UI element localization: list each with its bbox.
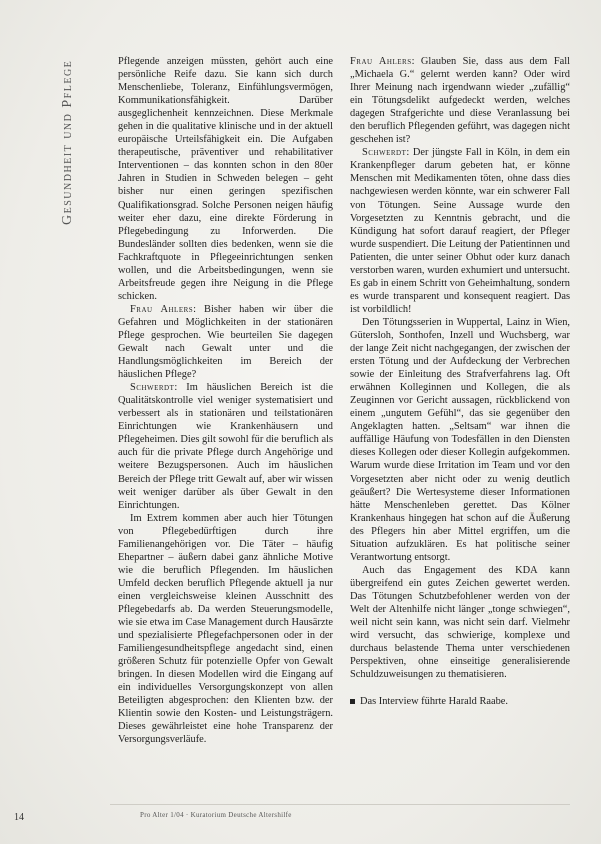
speaker-name: Frau Ahlers xyxy=(350,56,412,67)
paragraph: Frau Ahlers: Glauben Sie, dass aus dem Fall „Michaela G.“ gelernt werden kann? Oder wird Ihrer Meinung nach irgendwann wieder „zufällig“ ein Tötungsdelikt aufgedeckt werden, welches dagegen Strafgerichte und diese Veranlassung bei den beruflich Pflegenden geführt, was dagegen nicht geschehen ist? xyxy=(350,56,570,146)
speaker-name: Schwerdt xyxy=(130,382,175,394)
interview-byline: Das Interview führte Harald Raabe. xyxy=(350,695,570,708)
paragraph: Auch das Engagement des KDA kann übergreifend ein gutes Zeichen gewertet werden. Das Tötungen Schutzbefohlener werden von der Welt der Altenhilfe nicht länger „tonge schwiegen“, weil nicht sein kann, was nicht sein darf. Vielmehr wird versucht, das schwierige, komplexe und durchaus belastende Thema unter verschiedenen Perspektiven, ohne einseitige generalisierende Schuldzuweisungen zu thematisieren. xyxy=(350,564,570,681)
speaker-name: Schwerdt xyxy=(362,147,407,159)
square-bullet-icon xyxy=(350,699,355,704)
paragraph: Frau Ahlers: Bisher haben wir über die Gefahren und Möglichkeiten in der stationären Pflege gesprochen. Wie beurteilen Sie dagegen Gewalt nach Gewalt unter und die Handlungsmöglichkeiten im Bereich der häuslichen Pflege? xyxy=(118,303,333,381)
page-number: 14 xyxy=(14,812,24,823)
left-column xyxy=(118,55,333,746)
running-footer: Pro Alter 1/04 · Kuratorium Deutsche Altershilfe xyxy=(140,811,292,819)
paragraph: Schwerdt: Im häuslichen Bereich ist die Qualitätskontrolle viel weniger systematisiert und verbessert als in stationären und teilstationären Einrichtungen wie Krankenhäusern und Pflegeheimen. Dies gilt sowohl für die beruflich als auch für die private Pflege durch Angehörige und weitere Bezugspersonen. Auch im häuslichen Bereich der Pflege tritt Gewalt auf, aber wir wissen weit weniger darüber als über Gewalt in den Einrichtungen. xyxy=(118,382,333,511)
footer-divider xyxy=(110,804,570,805)
paragraph: Schwerdt: Der jüngste Fall in Köln, in dem ein Krankenpfleger darum gebeten hat, er könne Menschen mit Medikamenten töten, ohne dass dies nachgewiesen werden könnte, war ein schwerer Fall von Tötungen. Seine Aussage wurde den Vorgesetzten zu Kenntnis gebracht, und die Kündigung hat sofort darauf reagiert, der Pfleger wurde suspendiert. Die Leitung der Patientinnen und Patienten, die unter seiner Obhut oder kurz danach verstorben waren, wurden exhumiert und untersucht. Es gab in einem Schritt von Geheimhaltung, sondern es wurde transparent und konsequent reagiert. Das ist vorbildlich! xyxy=(350,147,570,315)
paragraph: Pflegende anzeigen müssten, gehört auch eine persönliche Reife dazu. Sie kann sich durch Menschenliebe, Toleranz, Einfühlungsvermögen, Kommunikationsfähigkeit. Darüber ausgeglichenheit kennzeichnen. Diese Merkmale gehen in die qualitative klinische und in der aktuell europäische Urteilsfähigkeit ein. Die Aufgaben therapeutische, präventiver und rehabilitativer Interventionen – das konnten schon in den 80er Jahren in Studien in Schweden belegen – geht bisher nur einen geringen spezifischen Qualifikationsgrad. Solche Personen neigen häufig weiter eher dazu, eine direkte Förderung in Pflegebedingung zu Inforwerden. Die Bundesländer sollten dies bedenken, wenn sie die Fachkraftquote in Pflegeeinrichtungen senken wollen, und die Arbeitsbedingungen, wenn sie Arbeitsfreude gegen ihre Neigung in die Pflege schicken. xyxy=(118,56,333,302)
right-column xyxy=(350,55,570,708)
paragraph: Im Extrem kommen aber auch hier Tötungen von Pflegebedürftigen durch ihre Familienangehörigen vor. Die Täter – häufig Ehepartner – äußern dabei ganz ähnliche Motive wie die beruflich Pflegenden. Im häuslichen Umfeld decken beruflich Pflegende aktuell ja nur einen vergleichsweise kleinen Ausschnitt des Pflegebedarfs ab. Da werden Steuerungsmodelle, wie sie etwa im Case Management durch Hausärzte und spezialisierte Pflegefachpersonen oder in der Familiengesundheitspflege angedacht sind, einen größeren Schutz für potenzielle Opfer von Gewalt bringen. In diesen Modellen wird die Eingang auf ein individuelles Versorgungskonzept von allen Beteiligten abgesprochen: den Klienten bzw. der Klientin sowie den Kosten- und Leistungsträgern. Dieses gewährleistet eine hohe Transparenz der Versorgungsverläufe. xyxy=(118,512,333,746)
section-label: Gesundheit und Pflege xyxy=(60,60,75,226)
speaker-name: Frau Ahlers xyxy=(130,303,194,315)
paragraph: Den Tötungsserien in Wuppertal, Lainz in Wien, Gütersloh, Sonthofen, Inzell und Wuchsberg, war der lange Zeit nicht nachgegangen, der zwischen der ersten Tötung und der Aufdeckung der Verbrechen sowie der Einleitung des Strafverfahrens lag. Oft erwähnen Kolleginnen und Kollegen, die als Zeuginnen vor Gericht aussagen, rückblickend von einem „ungutem Gefühl“, das sie gegenüber den Angeklagten hatten. „Seltsam“ war ihnen die auffällige Häufung von Todesfällen in den Diensten dieses Kollegen oder dieser Kollegin aufgekommen. Warum wurde diese Irritation im Team und vor den Vorgesetzten aber nicht oder zu wenig deutlich geäußert? Die Wertesysteme dieser Informationen hätte Menschenleben gerettet. Das Kölner Krankenhaus hingegen hat schon auf die Äußerung des Pflegers hin aber Mittel ergriffen, um die Situation aufzuklären. Es hat politische seiner Verantwortung entsorgt. xyxy=(350,316,570,563)
